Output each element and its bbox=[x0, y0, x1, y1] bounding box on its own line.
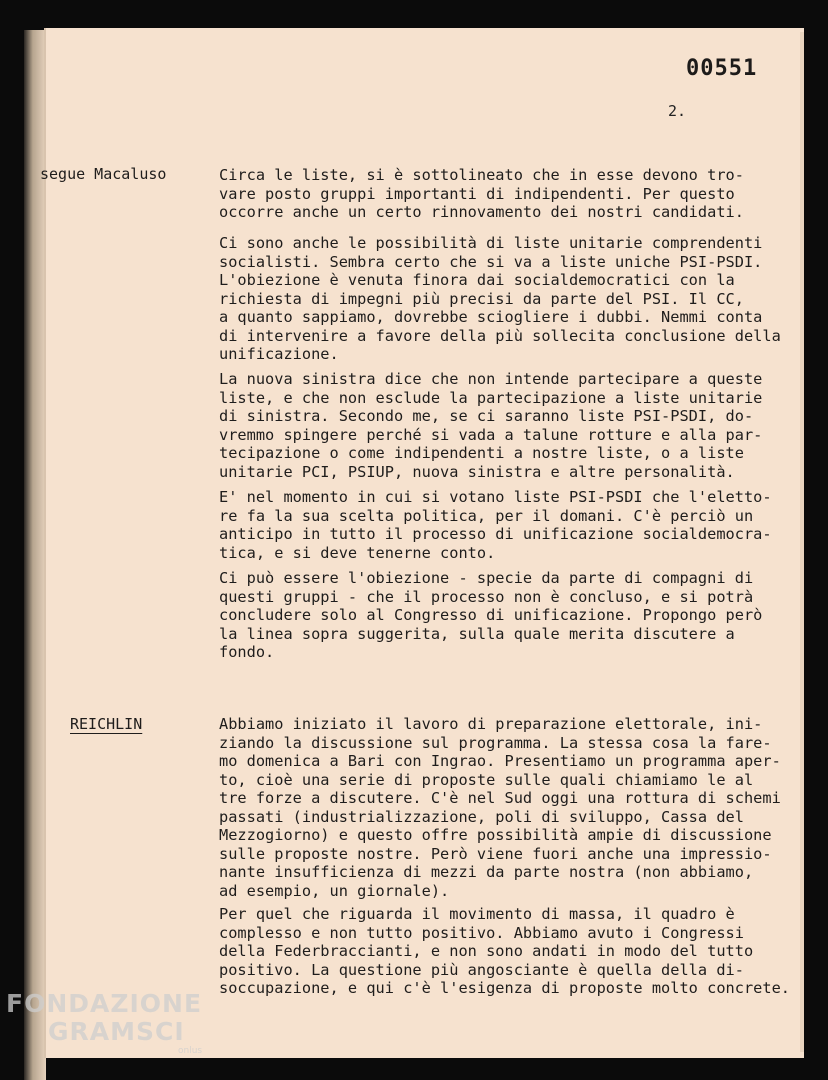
speaker-label-macaluso: segue Macaluso bbox=[40, 165, 167, 183]
watermark-line-2: GRAMSCI bbox=[48, 1017, 185, 1046]
watermark-line-1: FONDAZIONE bbox=[6, 989, 203, 1018]
paragraph: Ci può essere l'obiezione - specie da parte di compagni di questi gruppi - che il processo non è concluso, e si potrà concludere solo al Congresso di unificazione. Propongo però la linea sopra suggerita, sulla quale merita discutere a fondo. bbox=[219, 569, 763, 661]
page-edge bbox=[800, 32, 804, 1052]
paragraph: Ci sono anche le possibilità di liste unitarie comprendenti socialisti. Sembra certo che si va a liste uniche PSI-PSDI. L'obiezione è venuta finora dai socialdemocratici con la richiesta di impegni più precisi da parte del PSI. Il CC, a quanto sappiamo, dovrebbe sciogliere i dubbi. Nemmi conta di intervenire a favore della più sollecita conclusione della unificazione. bbox=[219, 234, 781, 363]
document-number: 00551 bbox=[686, 56, 758, 81]
paragraph: E' nel momento in cui si votano liste PSI-PSDI che l'eletto- re fa la sua scelta politica, per il domani. C'è perciò un anticipo in tutto il processo di unificazione socialdemocra- tica, e si deve tenerne conto. bbox=[219, 488, 772, 562]
watermark-line-3: onlus bbox=[178, 1046, 203, 1056]
paragraph: Per quel che riguarda il movimento di massa, il quadro è complesso e non tutto positivo. Abbiamo avuto i Congressi della Federbraccianti, e non sono andati in modo del tutto positivo. La questione più angosciante è quella della di- soccupazione, e qui c'è l'esigenza di proposte molto concrete. bbox=[219, 905, 790, 997]
paragraph: Circa le liste, si è sottolineato che in esse devono tro- vare posto gruppi importanti di indipendenti. Per questo occorre anche un certo rinnovamento dei nostri candidati. bbox=[219, 166, 744, 221]
paragraph: Abbiamo iniziato il lavoro di preparazione elettorale, ini- ziando la discussione sul programma. La stessa cosa la fare- mo domenica a Bari con Ingrao. Presentiamo un programma aper- to, cioè una serie di proposte sulle quali chiamiamo le al tre forze a discutere. C'è nel Sud oggi una rottura di schemi passati (industrializzazione, poli di sviluppo, Cassa del Mezzogiorno) e questo offre possibilità ampie di discussione sulle proposte nostre. Però viene fuori anche una impressio- nante insufficienza di mezzi da parte nostra (non abbiamo, ad esempio, un giornale). bbox=[219, 715, 781, 900]
speaker-label-reichlin: REICHLIN bbox=[70, 715, 143, 733]
page-number: 2. bbox=[668, 102, 687, 120]
paragraph: La nuova sinistra dice che non intende partecipare a queste liste, e che non esclude la partecipazione a liste unitarie di sinistra. Secondo me, se ci saranno liste PSI-PSDI, do- vremmo spingere perché si vada a talune rotture e alla par- tecipazione o come indipendenti a nostre liste, o a liste unitarie PCI, PSIUP, nuova sinistra e altre personalità. bbox=[219, 370, 763, 481]
archive-watermark bbox=[6, 990, 202, 1056]
binder-edge bbox=[24, 30, 46, 1080]
